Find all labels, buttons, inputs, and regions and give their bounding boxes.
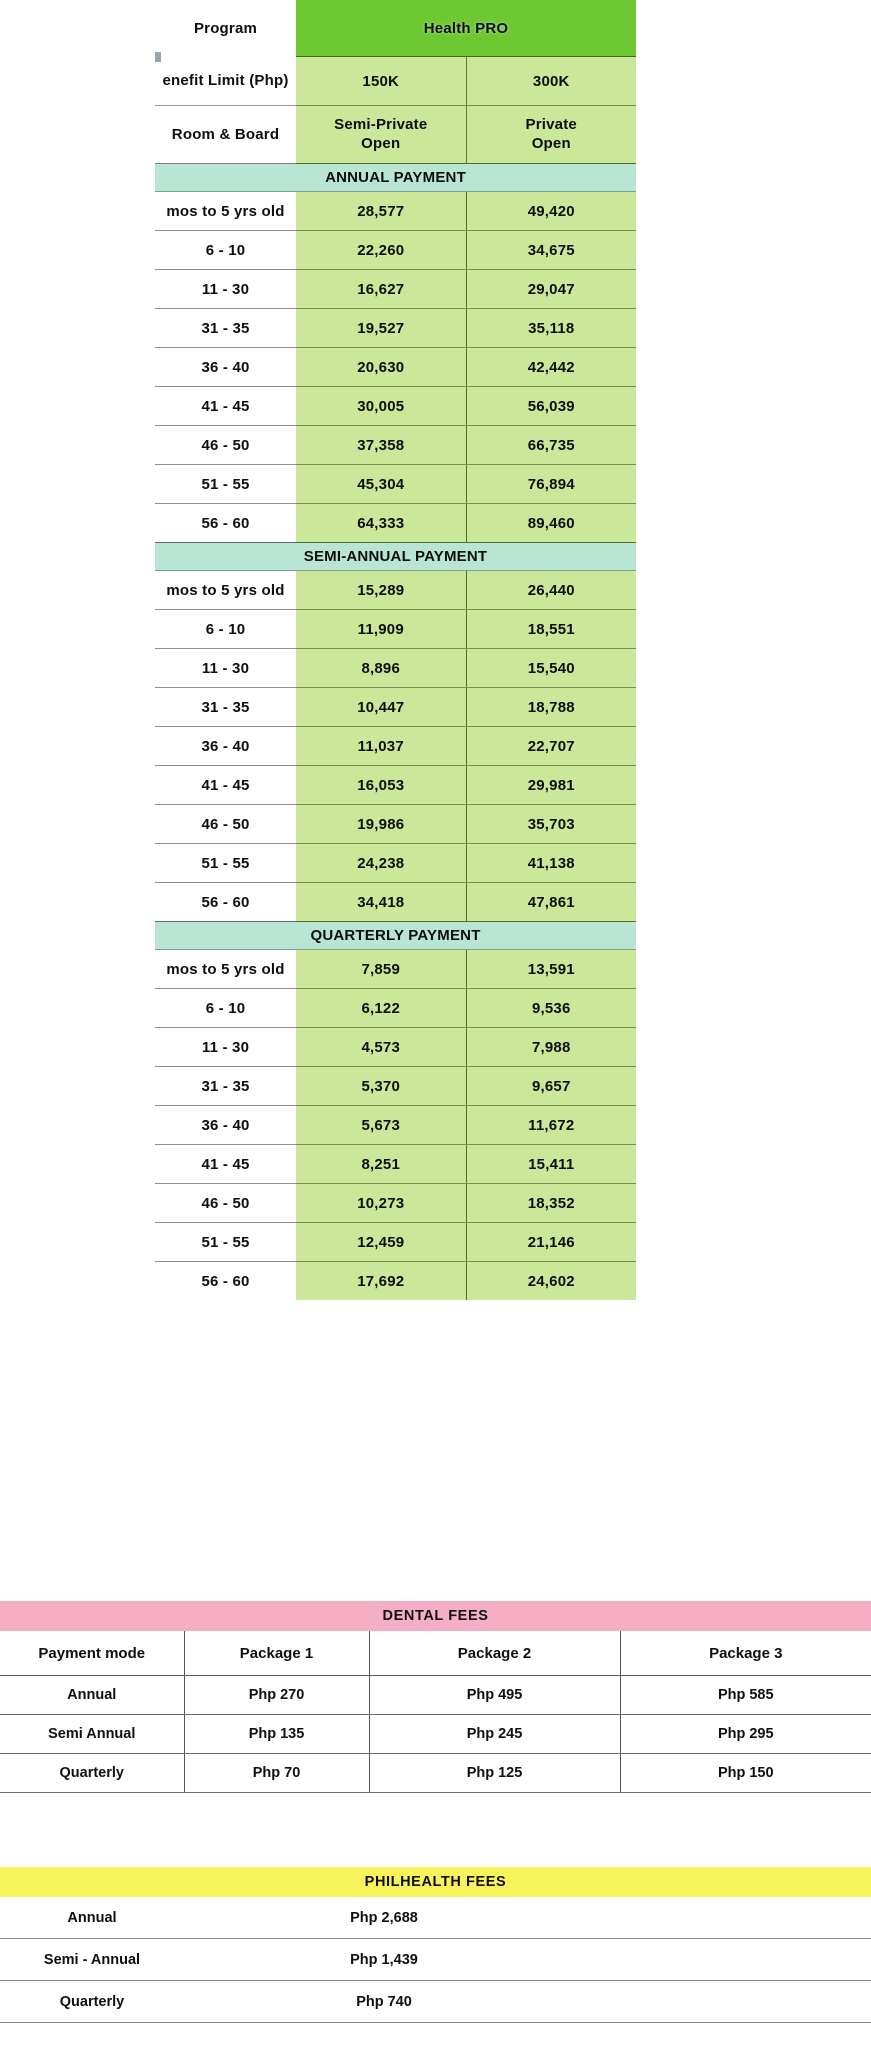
rate-value-300k: 18,788 [466,688,636,727]
rate-value-150k: 19,527 [296,309,466,348]
rate-value-300k: 35,118 [466,309,636,348]
dental-package-1-price: Php 70 [184,1754,369,1793]
table-row [155,805,636,844]
philhealth-amount: Php 1,439 [184,1939,584,1981]
rate-value-150k: 20,630 [296,348,466,387]
age-bracket-label: 56 - 60 [155,1262,296,1301]
table-row [155,1028,636,1067]
section-band-row [155,164,636,192]
dental-col-package-2: Package 2 [369,1631,620,1676]
table-row [155,348,636,387]
table-row [155,950,636,989]
brand-title: Health PRO [296,0,636,57]
rate-value-150k: 7,859 [296,950,466,989]
age-bracket-label: 41 - 45 [155,387,296,426]
rate-value-300k: 76,894 [466,465,636,504]
table-row [155,727,636,766]
table-row [155,504,636,543]
rate-value-300k: 11,672 [466,1106,636,1145]
section-band-row [155,922,636,950]
age-bracket-label: 56 - 60 [155,504,296,543]
rate-value-300k: 24,602 [466,1262,636,1301]
room-board-col1-line1: Semi-Private [334,115,428,133]
philhealth-fees-title: PHILHEALTH FEES [0,1867,871,1897]
age-bracket-label: mos to 5 yrs old [155,571,296,610]
rate-value-150k: 4,573 [296,1028,466,1067]
rate-value-300k: 66,735 [466,426,636,465]
rate-value-300k: 41,138 [466,844,636,883]
dental-title-row [0,1601,871,1631]
table-row [0,1715,871,1754]
rate-value-150k: 30,005 [296,387,466,426]
rate-value-150k: 45,304 [296,465,466,504]
dental-fees-title: DENTAL FEES [0,1601,871,1631]
age-bracket-label: 51 - 55 [155,465,296,504]
section-band-label: ANNUAL PAYMENT [155,164,636,192]
rate-value-300k: 18,551 [466,610,636,649]
dental-package-3-price: Php 585 [620,1676,871,1715]
philhealth-spacer-cell [584,1981,871,2023]
age-bracket-label: 6 - 10 [155,989,296,1028]
rate-value-150k: 11,909 [296,610,466,649]
dental-package-1-price: Php 135 [184,1715,369,1754]
dental-fees-table [0,1601,871,1793]
section-band-row [155,543,636,571]
rate-value-150k: 8,251 [296,1145,466,1184]
rate-value-150k: 22,260 [296,231,466,270]
rate-value-300k: 26,440 [466,571,636,610]
section-band-label: QUARTERLY PAYMENT [155,922,636,950]
room-board-col2-line1: Private [525,115,577,133]
table-row [155,610,636,649]
room-board-label: Room & Board [155,106,296,164]
rate-value-300k: 42,442 [466,348,636,387]
rate-value-150k: 16,053 [296,766,466,805]
dental-col-package-3: Package 3 [620,1631,871,1676]
philhealth-payment-mode: Semi - Annual [0,1939,184,1981]
table-row [155,231,636,270]
program-label: Program [155,0,296,57]
benefit-limit-row [155,57,636,106]
benefit-limit-150k: 150K [296,57,466,106]
ruler-tick-mark [155,52,161,62]
philhealth-amount: Php 2,688 [184,1897,584,1939]
philhealth-payment-mode: Quarterly [0,1981,184,2023]
rate-value-300k: 29,047 [466,270,636,309]
rate-value-150k: 8,896 [296,649,466,688]
age-bracket-label: mos to 5 yrs old [155,192,296,231]
dental-header-row [0,1631,871,1676]
benefit-limit-300k: 300K [466,57,636,106]
table-row [155,465,636,504]
table-row [155,883,636,922]
philhealth-spacer-cell [584,1939,871,1981]
rate-value-150k: 64,333 [296,504,466,543]
age-bracket-label: 11 - 30 [155,649,296,688]
age-bracket-label: 6 - 10 [155,231,296,270]
dental-package-3-price: Php 150 [620,1754,871,1793]
dental-package-2-price: Php 125 [369,1754,620,1793]
philhealth-amount: Php 740 [184,1981,584,2023]
rate-value-150k: 6,122 [296,989,466,1028]
age-bracket-label: 36 - 40 [155,1106,296,1145]
philhealth-spacer-cell [584,1897,871,1939]
table-row [155,192,636,231]
age-bracket-label: 46 - 50 [155,426,296,465]
age-bracket-label: 36 - 40 [155,348,296,387]
philhealth-title-row [0,1867,871,1897]
rate-value-300k: 49,420 [466,192,636,231]
age-bracket-label: 51 - 55 [155,1223,296,1262]
rate-value-300k: 9,657 [466,1067,636,1106]
age-bracket-label: 11 - 30 [155,270,296,309]
rate-value-300k: 13,591 [466,950,636,989]
rate-value-300k: 9,536 [466,989,636,1028]
rate-value-150k: 24,238 [296,844,466,883]
rate-value-300k: 22,707 [466,727,636,766]
table-row [155,270,636,309]
table-row [155,1106,636,1145]
rate-value-300k: 21,146 [466,1223,636,1262]
rate-value-300k: 34,675 [466,231,636,270]
age-bracket-label: 46 - 50 [155,1184,296,1223]
dental-col-package-1: Package 1 [184,1631,369,1676]
room-board-col2 [466,106,636,164]
table-row [155,649,636,688]
table-row [155,688,636,727]
age-bracket-label: 41 - 45 [155,1145,296,1184]
rate-value-150k: 19,986 [296,805,466,844]
table-row [0,1754,871,1793]
dental-package-2-price: Php 495 [369,1676,620,1715]
age-bracket-label: 36 - 40 [155,727,296,766]
room-board-col1 [296,106,466,164]
rate-value-150k: 17,692 [296,1262,466,1301]
rate-value-300k: 89,460 [466,504,636,543]
health-pro-rate-table [155,0,636,1300]
rate-value-300k: 15,411 [466,1145,636,1184]
age-bracket-label: 31 - 35 [155,688,296,727]
philhealth-fees-table [0,1867,871,2023]
rate-value-300k: 18,352 [466,1184,636,1223]
rate-value-150k: 15,289 [296,571,466,610]
age-bracket-label: 46 - 50 [155,805,296,844]
table-row [0,1939,871,1981]
age-bracket-label: 31 - 35 [155,309,296,348]
table-row [0,1676,871,1715]
table-row [155,1184,636,1223]
rate-value-150k: 16,627 [296,270,466,309]
benefit-limit-label: enefit Limit (Php) [155,57,296,106]
room-board-col1-line2: Open [361,134,401,152]
age-bracket-label: 51 - 55 [155,844,296,883]
rate-value-150k: 5,370 [296,1067,466,1106]
table-row [155,309,636,348]
rate-value-300k: 47,861 [466,883,636,922]
rate-value-150k: 12,459 [296,1223,466,1262]
age-bracket-label: 6 - 10 [155,610,296,649]
age-bracket-label: 31 - 35 [155,1067,296,1106]
rate-value-150k: 5,673 [296,1106,466,1145]
table-row [0,1897,871,1939]
room-board-row [155,106,636,164]
rate-value-300k: 56,039 [466,387,636,426]
dental-payment-mode: Quarterly [0,1754,184,1793]
rate-value-150k: 11,037 [296,727,466,766]
table-row [155,1067,636,1106]
rate-value-300k: 35,703 [466,805,636,844]
table-row [155,387,636,426]
rate-value-150k: 34,418 [296,883,466,922]
philhealth-payment-mode: Annual [0,1897,184,1939]
rate-value-150k: 37,358 [296,426,466,465]
table-row [155,766,636,805]
age-bracket-label: 56 - 60 [155,883,296,922]
rate-table [155,0,636,1300]
age-bracket-label: 11 - 30 [155,1028,296,1067]
room-board-col2-line2: Open [531,134,571,152]
rate-value-300k: 15,540 [466,649,636,688]
table-row [155,1262,636,1301]
dental-package-3-price: Php 295 [620,1715,871,1754]
table-row [0,1981,871,2023]
dental-payment-mode: Annual [0,1676,184,1715]
dental-col-payment-mode: Payment mode [0,1631,184,1676]
table-row [155,1223,636,1262]
dental-package-2-price: Php 245 [369,1715,620,1754]
table-row [155,844,636,883]
rate-value-300k: 7,988 [466,1028,636,1067]
table-row [155,426,636,465]
dental-package-1-price: Php 270 [184,1676,369,1715]
rate-value-150k: 10,273 [296,1184,466,1223]
age-bracket-label: mos to 5 yrs old [155,950,296,989]
rate-value-150k: 10,447 [296,688,466,727]
table-row [155,571,636,610]
rate-value-300k: 29,981 [466,766,636,805]
rate-value-150k: 28,577 [296,192,466,231]
section-band-label: SEMI-ANNUAL PAYMENT [155,543,636,571]
age-bracket-label: 41 - 45 [155,766,296,805]
dental-payment-mode: Semi Annual [0,1715,184,1754]
table-row [155,989,636,1028]
table-row [155,1145,636,1184]
rate-table-header-row [155,0,636,57]
